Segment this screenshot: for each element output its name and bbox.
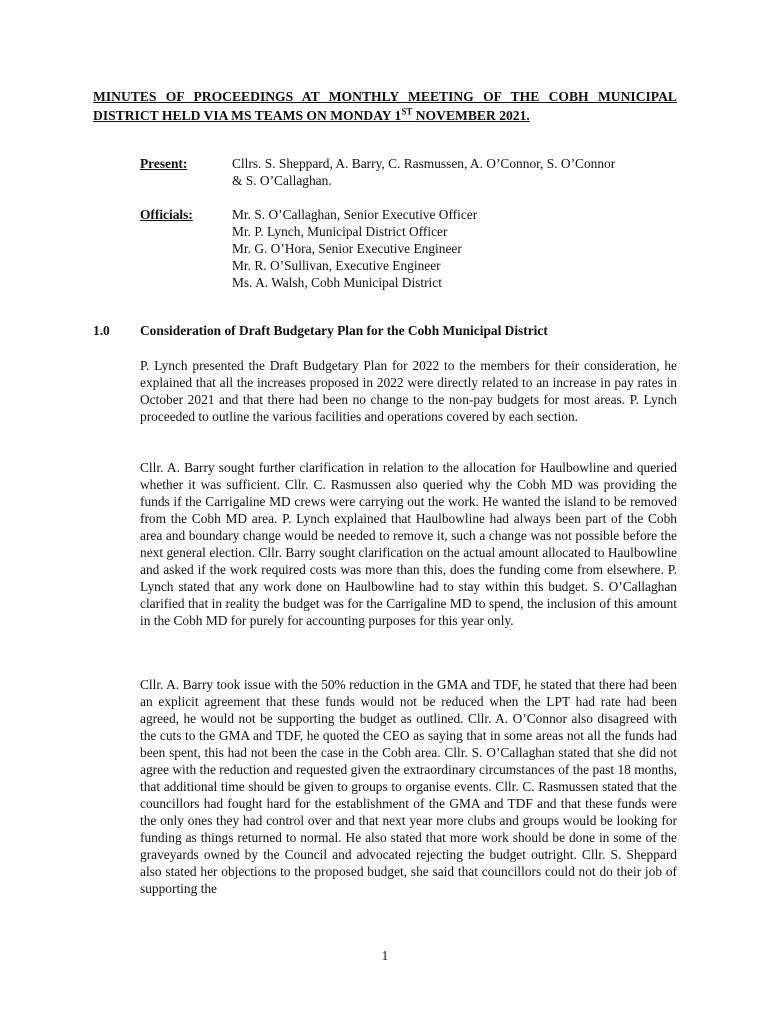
officials-list: [232, 206, 677, 291]
present-line: Cllrs. S. Sheppard, A. Barry, C. Rasmussen, A. O’Connor, S. O’Connor: [232, 156, 616, 171]
section-number: 1.0: [93, 323, 110, 338]
section-heading: Consideration of Draft Budgetary Plan for the Cobh Municipal District: [140, 323, 548, 338]
official-line: Mr. P. Lynch, Municipal District Officer: [232, 224, 448, 239]
ordinal-suffix: ST: [401, 105, 413, 116]
official-line: Ms. A. Walsh, Cobh Municipal District: [232, 275, 442, 290]
officials-label: Officials:: [140, 207, 193, 222]
paragraph-1: P. Lynch presented the Draft Budgetary Plan for 2022 to the members for their consideration, he explained that all the increases proposed in 2022 were directly related to an increase in pay rates in October 2021 and that there had been no change to the non-pay budgets for most areas. P. Lynch proceeded to outline the various facilities and operations covered by each section.: [140, 358, 677, 424]
paragraph-2: Cllr. A. Barry sought further clarification in relation to the allocation for Haulbowline and queried whether it was sufficient. Cllr. C. Rasmussen also queried why the Cobh MD was providing the funds if the Carrigaline MD crews were carrying out the work. He wanted the island to be removed from the Cobh MD area. P. Lynch explained that Haulbowline had always been part of the Cobh area and boundary change would be needed to remove it, such a change was not possible before the next general election. Cllr. Barry sought clarification on the actual amount allocated to Haulbowline and asked if the work required costs was more than this, does the funding come from elsewhere. P. Lynch stated that any work done on Haulbowline had to stay within this budget. S. O’Callaghan clarified that in reality the budget was for the Carrigaline MD to spend, the inclusion of this amount in the Cobh MD for purely for accounting purposes for this year only.: [140, 460, 677, 628]
document-title: MINUTES OF PROCEEDINGS AT MONTHLY MEETING OF THE COBH MUNICIPAL DISTRICT HELD VIA MS TEAMS ON MONDAY 1ST NOVEMBER 2021.: [93, 89, 677, 123]
present-list: [232, 155, 677, 189]
official-line: Mr. R. O’Sullivan, Executive Engineer: [232, 258, 441, 273]
official-line: Mr. G. O’Hora, Senior Executive Engineer: [232, 241, 462, 256]
page-number: 1: [381, 948, 389, 963]
paragraph-3: Cllr. A. Barry took issue with the 50% reduction in the GMA and TDF, he stated that there had been an explicit agreement that these funds would not be reduced when the LPT had rate had been agreed, he would not be supporting the budget as outlined. Cllr. A. O’Connor also disagreed with the cuts to the GMA and TDF, he quoted the CEO as saying that in some areas not all the funds had been spent, this had not been the case in the Cobh area. Cllr. S. O’Callaghan stated that she did not agree with the reduction and requested given the extraordinary circumstances of the past 18 months, that additional time should be given to groups to organise events. Cllr. C. Rasmussen stated that the councillors had fought hard for the establishment of the GMA and TDF and that these funds were the only ones they had control over and that next year more clubs and groups would be looking for funding as things returned to normal. He also stated that more work should be done in some of the graveyards owned by the Council and advocated rejecting the budget outright. Cllr. S. Sheppard also stated her objections to the proposed budget, she said that councillors could not do their job of supporting the: [140, 677, 677, 896]
present-line: & S. O’Callaghan.: [232, 173, 332, 188]
official-line: Mr. S. O’Callaghan, Senior Executive Officer: [232, 207, 478, 222]
present-label: Present:: [140, 156, 188, 171]
